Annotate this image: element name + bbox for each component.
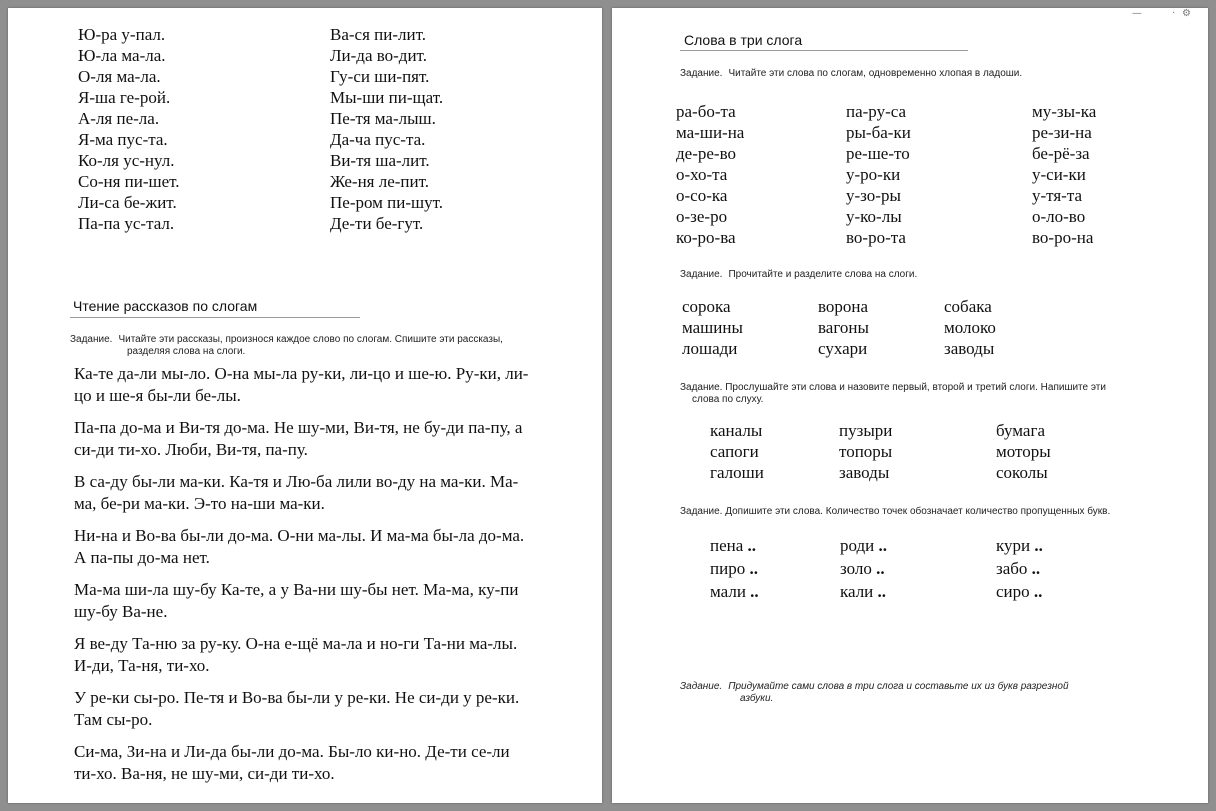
sentence (330, 45, 443, 66)
incomplete-word-text: забо (996, 559, 1028, 578)
sentence-text: Ли-да во-дит. (330, 46, 427, 65)
word-text: моторы (996, 442, 1051, 461)
words4-col3 (996, 534, 1043, 603)
word-text: бумага (996, 421, 1045, 440)
missing-letters-dots: .. (1027, 559, 1041, 578)
incomplete-word (710, 580, 759, 603)
syllable-sentences-col2 (330, 24, 443, 234)
task-2 (680, 269, 917, 281)
incomplete-word (840, 534, 887, 557)
words2-col3 (944, 296, 996, 359)
word (846, 143, 911, 164)
incomplete-word (840, 557, 887, 580)
word (1032, 185, 1096, 206)
section-title-reading: Чтение рассказов по слогам (73, 298, 258, 314)
word-text: ко-ро-ва (676, 228, 736, 247)
sentence-text: Мы-ши пи-щат. (330, 88, 444, 107)
words2-col1 (682, 296, 743, 359)
minus-icon: — (1132, 8, 1142, 19)
toolbar-icons (1132, 8, 1192, 18)
incomplete-word (710, 557, 759, 580)
task-1-text: Читайте эти слова по слогам, одновременно хлопая в ладоши. (728, 68, 1023, 79)
incomplete-word-text: сиро (996, 582, 1030, 601)
incomplete-word-text: мали (710, 582, 746, 601)
incomplete-word (996, 557, 1043, 580)
sentence (78, 129, 180, 150)
story-paragraph (74, 633, 574, 677)
word-text: ре-ше-то (846, 144, 910, 163)
task-text-line2: разделяя слова на слоги. (127, 346, 246, 357)
word-text: о-хо-та (676, 165, 728, 184)
word (818, 296, 869, 317)
sentence-text: Же-ня ле-пит. (330, 172, 430, 191)
word (1032, 227, 1096, 248)
task-label: Задание. (70, 334, 113, 345)
task-2-label: Задание. (680, 269, 723, 280)
story-line: Там сы-ро. (74, 710, 153, 729)
task-reading (70, 334, 503, 358)
dash-icon: · (1172, 8, 1176, 19)
word (944, 338, 996, 359)
word (682, 338, 743, 359)
gear-icon: ⚙ (1182, 8, 1191, 19)
task-4 (680, 506, 1110, 518)
word-text: бе-рё-за (1032, 144, 1090, 163)
sentence-text: Да-ча пус-та. (330, 130, 426, 149)
sentence (330, 213, 443, 234)
word-text: о-ло-во (1032, 207, 1086, 226)
section-title-underline (70, 317, 360, 318)
word (682, 317, 743, 338)
word-text: галоши (710, 463, 764, 482)
words3-col1 (710, 420, 764, 483)
story-line: И-ди, Та-ня, ти-хо. (74, 656, 210, 675)
story-line: Ка-те да-ли мы-ло. О-на мы-ла ру-ки, ли-цо и ше-ю. Ру-ки, ли- (74, 364, 529, 383)
word (1032, 206, 1096, 227)
sentence (330, 129, 443, 150)
word (944, 296, 996, 317)
sentence-text: Ва-ся пи-лит. (330, 25, 426, 44)
story-line: Па-па до-ма и Ви-тя до-ма. Не шу-ми, Ви-тя, не бу-ди па-пу, а (74, 418, 523, 437)
word (1032, 164, 1096, 185)
missing-letters-dots: .. (1029, 582, 1043, 601)
incomplete-word-text: пена (710, 536, 744, 555)
sentence (330, 24, 443, 45)
word (846, 164, 911, 185)
story-line: ти-хо. Ва-ня, не шу-ми, си-ди ти-хо. (74, 764, 335, 783)
sentence (78, 213, 180, 234)
word (818, 317, 869, 338)
word-text: каналы (710, 421, 763, 440)
task-5-label: Задание. (680, 681, 723, 692)
story-paragraph (74, 471, 574, 515)
word-text: ре-зи-на (1032, 123, 1092, 142)
word-text: собака (944, 297, 992, 316)
sentence-text: Ко-ля ус-нул. (78, 151, 175, 170)
sentence-text: Ли-са бе-жит. (78, 193, 177, 212)
sentence-text: Пе-тя ма-лыш. (330, 109, 436, 128)
sentence-text: Пе-ром пи-шут. (330, 193, 444, 212)
word-text: заводы (839, 463, 890, 482)
word-text: де-ре-во (676, 144, 736, 163)
sentence (78, 87, 180, 108)
missing-letters-dots: .. (874, 536, 888, 555)
word-text: у-си-ки (1032, 165, 1086, 184)
story-paragraph (74, 687, 574, 731)
word (996, 462, 1051, 483)
word (846, 206, 911, 227)
story-line: В са-ду бы-ли ма-ки. Ка-тя и Лю-ба лили во-ду на ма-ки. Ма- (74, 472, 519, 491)
word-text: па-ру-са (846, 102, 907, 121)
sentence-text: Па-па ус-тал. (78, 214, 175, 233)
word (846, 227, 911, 248)
word (1032, 143, 1096, 164)
story-paragraph (74, 363, 574, 407)
word (846, 122, 911, 143)
word-text: ворона (818, 297, 869, 316)
sentence (330, 171, 443, 192)
word (710, 441, 764, 462)
story-paragraph (74, 417, 574, 461)
story-line: цо и ше-я бы-ли бе-лы. (74, 386, 241, 405)
word-text: соколы (996, 463, 1048, 482)
sentence (330, 192, 443, 213)
sentence-text: О-ля ма-ла. (78, 67, 161, 86)
task-5 (680, 681, 1069, 705)
word (676, 143, 744, 164)
word (710, 420, 764, 441)
task-5-line1: Придумайте сами слова в три слога и составьте их из букв разрезной (728, 681, 1069, 692)
sentence-text: А-ля пе-ла. (78, 109, 160, 128)
incomplete-word-text: золо (840, 559, 872, 578)
words2-col2 (818, 296, 869, 359)
word (846, 185, 911, 206)
task-4-text: Задание. Допишите эти слова. Количество точек обозначает количество пропущенных букв. (680, 506, 1111, 517)
word-text: у-ко-лы (846, 207, 902, 226)
word (676, 227, 744, 248)
sentence (78, 171, 180, 192)
incomplete-word-text: роди (840, 536, 875, 555)
task-3-line1: Задание. Прослушайте эти слова и назовите первый, второй и третий слоги. Напишите эти (680, 382, 1106, 393)
word-text: о-зе-ро (676, 207, 728, 226)
incomplete-word (710, 534, 759, 557)
word-text: заводы (944, 339, 995, 358)
story-line: Си-ма, Зи-на и Ли-да бы-ли до-ма. Бы-ло ки-но. Де-ти се-ли (74, 742, 510, 761)
word (1032, 122, 1096, 143)
word (676, 206, 744, 227)
sentence (330, 108, 443, 129)
section-title-three-syllables: Слова в три слога (684, 32, 803, 48)
missing-letters-dots: .. (873, 582, 887, 601)
sentence (78, 66, 180, 87)
section-title-underline (680, 50, 968, 51)
word (1032, 101, 1096, 122)
sentence (78, 192, 180, 213)
words1-col1 (676, 101, 744, 248)
incomplete-word-text: кали (840, 582, 874, 601)
word-text: ра-бо-та (676, 102, 736, 121)
story-line: си-ди ти-хо. Люби, Ви-тя, па-пу. (74, 440, 308, 459)
syllable-sentences-col1 (78, 24, 180, 234)
missing-letters-dots: .. (745, 582, 759, 601)
word (676, 164, 744, 185)
word-text: во-ро-та (846, 228, 906, 247)
story-line: Я ве-ду Та-ню за ру-ку. О-на е-щё ма-ла и но-ги Та-ни ма-лы. (74, 634, 518, 653)
sentence-text: Со-ня пи-шет. (78, 172, 180, 191)
word-text: му-зы-ка (1032, 102, 1097, 121)
story-line: Ни-на и Во-ва бы-ли до-ма. О-ни ма-лы. И ма-ма бы-ла до-ма. (74, 526, 525, 545)
words4-col2 (840, 534, 887, 603)
word (839, 420, 892, 441)
word-text: ры-ба-ки (846, 123, 911, 142)
words3-col3 (996, 420, 1051, 483)
words1-col3 (1032, 101, 1096, 248)
missing-letters-dots: .. (743, 536, 757, 555)
word-text: во-ро-на (1032, 228, 1094, 247)
word-text: топоры (839, 442, 893, 461)
word-text: у-ро-ки (846, 165, 901, 184)
word (944, 317, 996, 338)
sentence (330, 87, 443, 108)
word (839, 462, 892, 483)
task-2-text: Прочитайте и разделите слова на слоги. (728, 269, 918, 280)
story-paragraph (74, 579, 574, 623)
word (846, 101, 911, 122)
incomplete-word-text: кури (996, 536, 1031, 555)
words3-col2 (839, 420, 892, 483)
sentence-text: Я-ша ге-рой. (78, 88, 171, 107)
word (996, 441, 1051, 462)
task-3 (680, 382, 1106, 406)
words1-col2 (846, 101, 911, 248)
right-page (612, 8, 1208, 803)
missing-letters-dots: .. (871, 559, 885, 578)
word-text: молоко (944, 318, 996, 337)
word (818, 338, 869, 359)
sentence (330, 66, 443, 87)
word-text: вагоны (818, 318, 869, 337)
story-line: Ма-ма ши-ла шу-бу Ка-те, а у Ва-ни шу-бы нет. Ма-ма, ку-пи (74, 580, 519, 599)
story-line: шу-бу Ва-не. (74, 602, 168, 621)
task-1 (680, 68, 1022, 80)
story-line: ма, бе-ри ма-ки. Э-то на-ши ма-ки. (74, 494, 325, 513)
word-text: лошади (682, 339, 738, 358)
task-1-label: Задание. (680, 68, 723, 79)
word (676, 122, 744, 143)
sentence-text: Де-ти бе-гут. (330, 214, 424, 233)
word-text: сапоги (710, 442, 759, 461)
word-text: сорока (682, 297, 731, 316)
incomplete-word (840, 580, 887, 603)
word (710, 462, 764, 483)
word (996, 420, 1051, 441)
sentence-text: Я-ма пус-та. (78, 130, 168, 149)
missing-letters-dots: .. (1030, 536, 1043, 555)
sentence (78, 45, 180, 66)
incomplete-word (996, 580, 1043, 603)
word-text: машины (682, 318, 743, 337)
story-paragraph (74, 741, 574, 785)
word (682, 296, 743, 317)
word-text: пузыри (839, 421, 893, 440)
left-page (8, 8, 602, 803)
task-3-line2: слова по слуху. (692, 394, 764, 405)
task-text-line1: Читайте эти рассказы, произнося каждое слово по слогам. Спишите эти рассказы, (118, 334, 503, 345)
words4-col1 (710, 534, 759, 603)
sentence (330, 150, 443, 171)
word (839, 441, 892, 462)
sentence (78, 150, 180, 171)
missing-letters-dots: .. (745, 559, 758, 578)
word-text: ма-ши-на (676, 123, 745, 142)
word-text: у-зо-ры (846, 186, 901, 205)
word-text: сухари (818, 339, 868, 358)
sentence (78, 24, 180, 45)
incomplete-word (996, 534, 1043, 557)
word (676, 101, 744, 122)
sentence-text: Ю-ла ма-ла. (78, 46, 166, 65)
sentence (78, 108, 180, 129)
word-text: у-тя-та (1032, 186, 1083, 205)
word (676, 185, 744, 206)
sentence-text: Ю-ра у-пал. (78, 25, 166, 44)
incomplete-word-text: пиро (710, 559, 746, 578)
story-line: У ре-ки сы-ро. Пе-тя и Во-ва бы-ли у ре-ки. Не си-ди у ре-ки. (74, 688, 520, 707)
sentence-text: Гу-си ши-пят. (330, 67, 430, 86)
word-text: о-со-ка (676, 186, 728, 205)
task-5-line2: азбуки. (740, 693, 774, 704)
sentence-text: Ви-тя ша-лит. (330, 151, 430, 170)
story-line: А па-пы до-ма нет. (74, 548, 210, 567)
story-paragraph (74, 525, 574, 569)
